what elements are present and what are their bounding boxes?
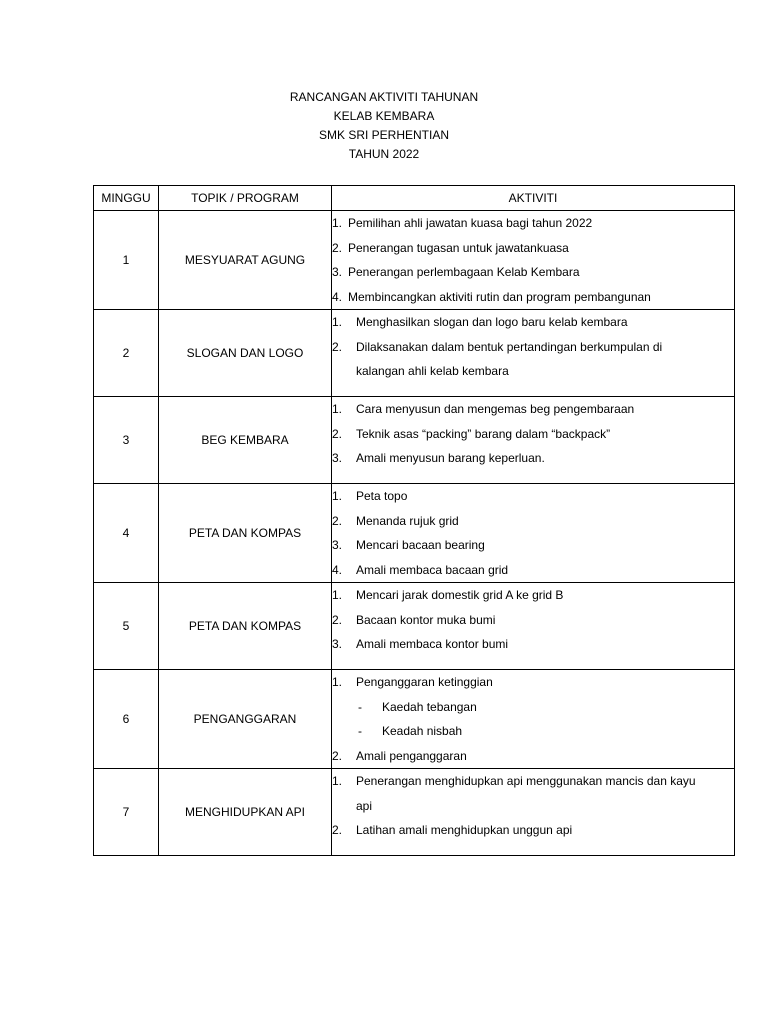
activity-text-line: Bacaan kontor muka bumi (356, 612, 496, 627)
activity-number: 1. (332, 774, 343, 788)
activity-item (332, 310, 734, 335)
activity-text-line: Dilaksanakan dalam bentuk pertandingan berkumpulan di (356, 339, 663, 354)
activity-list (332, 397, 735, 484)
activity-number: 4. (332, 562, 343, 577)
activity-number: 2. (332, 612, 343, 627)
activity-item (332, 484, 734, 509)
activity-text-line: Amali membaca bacaan grid (356, 562, 509, 577)
table-row (94, 211, 735, 310)
activity-list (332, 583, 735, 670)
activity-list (332, 211, 735, 310)
activity-plan-table (93, 185, 735, 856)
activity-text (356, 335, 734, 384)
activity-item (332, 769, 734, 818)
activity-item (332, 335, 734, 384)
header-activity: AKTIVITI (332, 186, 735, 211)
activity-text (348, 260, 734, 285)
activity-text (356, 484, 734, 509)
subitem-dash: - (358, 724, 362, 738)
activity-text (356, 583, 734, 608)
activity-number: 3. (332, 265, 343, 279)
activity-text-continuation: kalangan ahli kelab kembara (356, 364, 509, 378)
activity-number: 4. (332, 289, 343, 304)
activity-number: 1. (332, 675, 343, 689)
activity-item (332, 744, 734, 769)
activity-text (356, 632, 734, 657)
subitem-text: Keadah nisbah (382, 724, 463, 738)
activity-text (356, 608, 734, 633)
activity-text-line: Amali membaca kontor bumi (356, 637, 509, 651)
activity-number: 1. (332, 588, 343, 602)
activity-text (348, 211, 734, 236)
activity-text-line: Teknik asas “packing” barang dalam “backpack” (356, 426, 611, 441)
doc-title: RANCANGAN AKTIVITI TAHUNAN (289, 90, 479, 104)
activity-text (356, 558, 734, 583)
activity-text (356, 769, 734, 818)
activity-number: 2. (332, 339, 343, 354)
subitem-text: Kaedah tebangan (382, 699, 477, 714)
topic-name: PENGANGGARAN (159, 670, 332, 769)
table-row (94, 670, 735, 769)
week-number: 6 (94, 670, 159, 769)
activity-text-line: Penerangan tugasan untuk jawatankuasa (348, 240, 569, 255)
activity-text-line: Menghasilkan slogan dan logo baru kelab kembara (356, 315, 628, 329)
week-number: 7 (94, 769, 159, 856)
activity-text-line: Penerangan menghidupkan api menggunakan mancis dan kayu (356, 774, 696, 788)
table-row (94, 769, 735, 856)
activity-subitem (332, 719, 734, 744)
activity-item (332, 397, 734, 422)
year-label: TAHUN 2022 (348, 147, 420, 161)
activity-number: 2. (332, 426, 343, 441)
activity-item (332, 260, 734, 285)
table-row (94, 310, 735, 397)
activity-text (348, 285, 734, 310)
topic-name: SLOGAN DAN LOGO (159, 310, 332, 397)
activity-number: 1. (332, 402, 343, 416)
activity-number: 3. (332, 538, 343, 552)
topic-name: BEG KEMBARA (159, 397, 332, 484)
activity-text-line: Mencari jarak domestik grid A ke grid B (356, 588, 564, 602)
activity-number: 2. (332, 748, 343, 763)
activity-item (332, 285, 734, 310)
activity-text-line: Peta topo (356, 489, 408, 503)
activity-item (332, 608, 734, 633)
activity-item (332, 583, 734, 608)
activity-list (332, 769, 735, 856)
table-row (94, 397, 735, 484)
week-number: 5 (94, 583, 159, 670)
topic-name: PETA DAN KOMPAS (159, 583, 332, 670)
activity-list (332, 484, 735, 583)
activity-text (356, 509, 734, 534)
activity-text-line: Membincangkan aktiviti rutin dan program pembangunan (348, 289, 651, 304)
activity-number: 2. (332, 240, 343, 255)
topic-name: MENGHIDUPKAN API (159, 769, 332, 856)
document-header (0, 88, 768, 164)
activity-text-line: Menanda rujuk grid (356, 513, 459, 528)
activity-list (332, 310, 735, 397)
activity-number: 1. (332, 216, 343, 230)
activity-item (332, 509, 734, 534)
week-number: 1 (94, 211, 159, 310)
activity-text-line: Mencari bacaan bearing (356, 538, 485, 552)
activity-text (356, 670, 734, 695)
activity-item (332, 533, 734, 558)
activity-text (356, 744, 734, 769)
activity-item (332, 818, 734, 843)
school-name: SMK SRI PERHENTIAN (318, 128, 450, 142)
activity-item (332, 558, 734, 583)
activity-item (332, 446, 734, 471)
activity-text (356, 310, 734, 335)
activity-text-line: Penerangan perlembagaan Kelab Kembara (348, 265, 580, 279)
week-number: 2 (94, 310, 159, 397)
activity-number: 1. (332, 315, 343, 329)
activity-item (332, 670, 734, 695)
topic-name: PETA DAN KOMPAS (159, 484, 332, 583)
activity-text-line: Latihan amali menghidupkan unggun api (356, 823, 573, 837)
subitem-dash: - (358, 699, 362, 714)
activity-item (332, 632, 734, 657)
header-week: MINGGU (94, 186, 159, 211)
activity-text (348, 236, 734, 261)
activity-text-line: Amali menyusun barang keperluan. (356, 451, 545, 465)
activity-number: 2. (332, 513, 343, 528)
activity-number: 3. (332, 637, 343, 651)
activity-number: 3. (332, 451, 343, 465)
club-name: KELAB KEMBARA (333, 109, 435, 123)
activity-list (332, 670, 735, 769)
activity-text (356, 533, 734, 558)
activity-item (332, 236, 734, 261)
week-number: 4 (94, 484, 159, 583)
table-row (94, 484, 735, 583)
activity-number: 1. (332, 489, 343, 503)
topic-name: MESYUARAT AGUNG (159, 211, 332, 310)
activity-text-continuation: api (356, 798, 373, 813)
activity-text (356, 818, 734, 843)
table-header-row (94, 186, 735, 211)
activity-text-line: Cara menyusun dan mengemas beg pengembaraan (356, 402, 635, 416)
activity-text-line: Pemilihan ahli jawatan kuasa bagi tahun 2022 (348, 216, 593, 230)
header-topic: TOPIK / PROGRAM (159, 186, 332, 211)
activity-text-line: Penganggaran ketinggian (356, 675, 493, 689)
activity-item (332, 211, 734, 236)
activity-text (356, 422, 734, 447)
activity-number: 2. (332, 823, 343, 837)
activity-text (356, 446, 734, 471)
activity-item (332, 422, 734, 447)
activity-subitem (332, 695, 734, 720)
week-number: 3 (94, 397, 159, 484)
activity-text-line: Amali penganggaran (356, 748, 467, 763)
table-row (94, 583, 735, 670)
activity-text (356, 397, 734, 422)
